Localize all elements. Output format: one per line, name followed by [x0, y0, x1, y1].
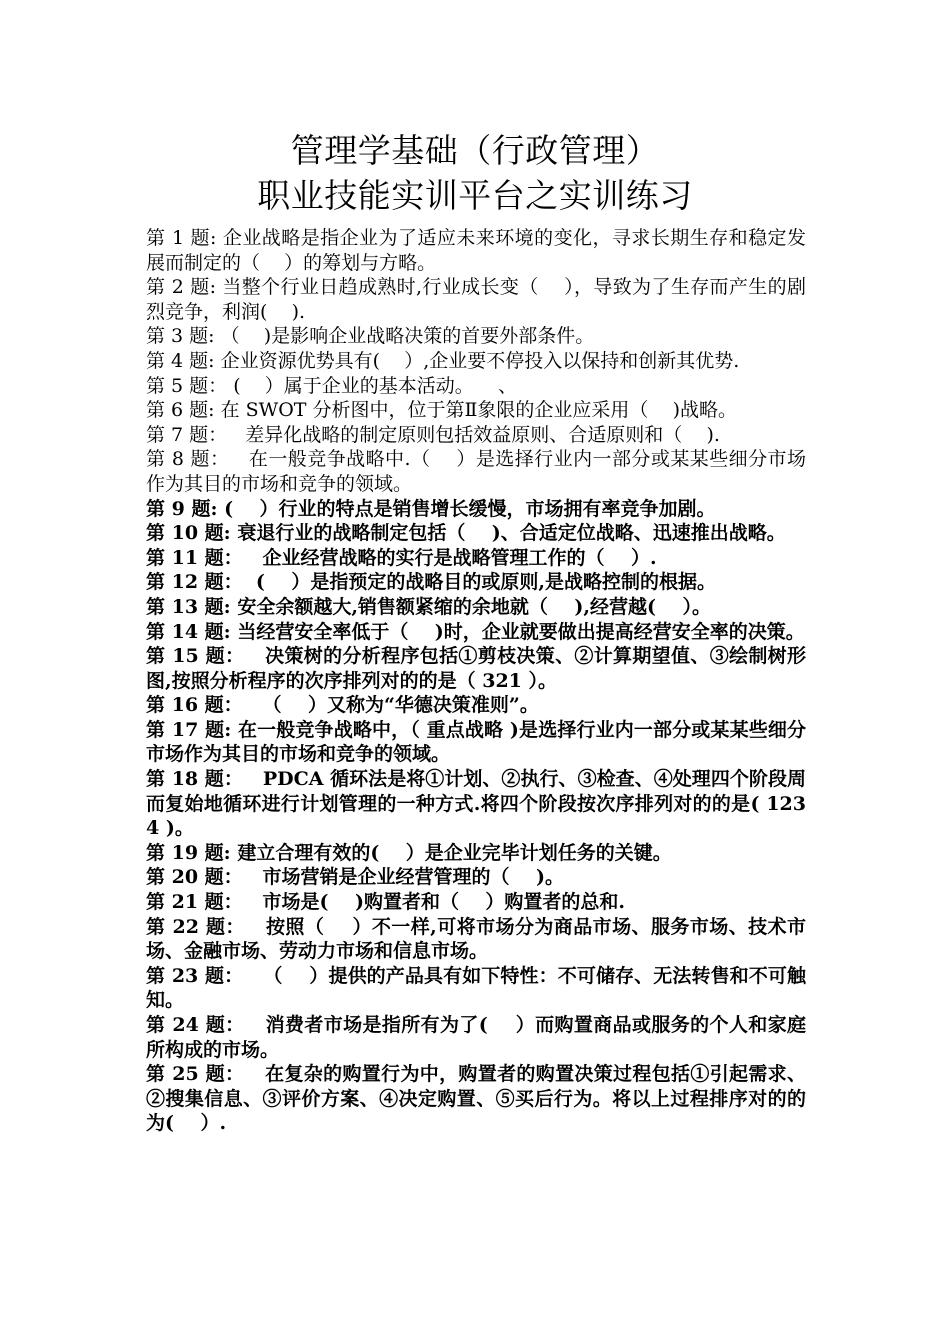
question-item	[146, 620, 806, 645]
question-label: 第 10 题:	[146, 522, 231, 545]
question-list	[146, 226, 806, 1136]
question-item	[146, 521, 806, 546]
question-label: 第 11 题：	[146, 546, 243, 569]
question-item	[146, 226, 806, 275]
question-text: （ )是影响企业战略决策的首要外部条件。	[220, 325, 595, 348]
question-label: 第 9 题:	[146, 497, 218, 520]
question-label: 第 7 题：	[146, 423, 228, 446]
question-text: 企业资源优势具有( ）,企业要不停投入以保持和创新其优势.	[220, 349, 740, 372]
question-text: 消费者市场是指所有为了( ）而购置商品或服务的个人和家庭所构成的市场。	[146, 1014, 807, 1061]
question-label: 第 21 题：	[146, 891, 243, 914]
question-label: 第 24 题：	[146, 1014, 245, 1036]
title-block	[0, 128, 950, 218]
question-label: 第 17 题:	[146, 718, 232, 741]
question-item	[146, 915, 806, 964]
question-item	[146, 447, 806, 496]
question-item	[146, 398, 806, 423]
question-item	[146, 767, 806, 841]
question-text: 在一般竞争战略中.（ ）是选择行业内一部分或某某些细分市场作为其目的市场和竞争的领域。	[146, 448, 807, 495]
question-label: 第 8 题：	[146, 448, 230, 471]
question-text: 建立合理有效的( ）是企业完毕计划任务的关键。	[237, 841, 672, 864]
question-label: 第 3 题:	[146, 325, 215, 348]
question-item	[146, 349, 806, 374]
question-item	[146, 374, 806, 399]
question-text: 市场是( )购置者和（ ）购置者的总和.	[249, 891, 626, 914]
question-label: 第 2 题:	[146, 276, 217, 299]
question-label: 第 15 题：	[146, 645, 245, 668]
question-item	[146, 718, 806, 767]
question-item	[146, 324, 806, 349]
question-item	[146, 1062, 806, 1136]
question-label: 第 20 题：	[146, 866, 243, 889]
question-item	[146, 570, 806, 595]
question-text: 安全余额越大,销售额紧缩的余地就（ ),经营越( ）。	[237, 595, 711, 618]
question-text: 决策树的分析程序包括①剪枝决策、②计算期望值、③绘制树形图,按照分析程序的次序排列对的的是（ 321 ）。	[146, 645, 806, 692]
question-item	[146, 890, 806, 915]
question-item	[146, 423, 806, 448]
question-item	[146, 497, 806, 522]
question-text: 衰退行业的战略制定包括（ )、合适定位战略、迅速推出战略。	[237, 522, 786, 545]
question-label: 第 18 题：	[146, 768, 243, 791]
question-label: 第 25 题：	[146, 1063, 245, 1086]
question-text: 企业经营战略的实行是战略管理工作的（ ）.	[249, 546, 657, 569]
document-subtitle: 职业技能实训平台之实训练习	[257, 176, 693, 215]
question-text: 市场营销是企业经营管理的（ )。	[249, 866, 564, 889]
question-label: 第 6 题:	[146, 399, 215, 422]
question-text: 在复杂的购置行为中，购置者的购置决策过程包括①引起需求、②搜集信息、③评价方案、④决定购置、⑤买后行为。将以上过程排序对的的为( ）.	[146, 1063, 806, 1135]
question-text: PDCA 循环法是将①计划、②执行、③检查、④处理四个阶段周而复始地循环进行计划管理的一种方式.将四个阶段按次序排列对的的是( 1234 )。	[146, 768, 806, 840]
question-label: 第 12 题：	[146, 571, 243, 594]
question-item	[146, 1013, 806, 1062]
question-text: ( ）属于企业的基本活动。 、	[233, 374, 517, 397]
question-text: 在 SWOT 分析图中，位于第Ⅱ象限的企业应采用（ )战略。	[220, 399, 737, 422]
question-text: ( ）行业的特点是销售增长缓慢，市场拥有率竞争加剧。	[224, 497, 716, 520]
question-label: 第 16 题：	[146, 694, 243, 717]
question-label: 第 4 题:	[146, 349, 215, 372]
question-label: 第 23 题：	[146, 964, 244, 987]
question-label: 第 1 题:	[146, 227, 217, 249]
question-label: 第 14 题:	[146, 620, 231, 643]
question-text: （ ）提供的产品具有如下特性：不可储存、无法转售和不可触知。	[146, 964, 806, 1012]
question-label: 第 22 题：	[146, 915, 245, 938]
question-text: 差异化战略的制定原则包括效益原则、合适原则和（ ).	[233, 423, 720, 446]
question-item	[146, 595, 806, 620]
question-text: ( ）是指预定的战略目的或原则,是战略控制的根据。	[249, 571, 716, 594]
question-item	[146, 841, 806, 866]
question-item	[146, 275, 806, 324]
question-item	[146, 546, 806, 571]
question-text: 当整个行业日趋成熟时,行业成长变（ ），导致为了生存而产生的剧烈竞争，利润( ).	[146, 276, 806, 323]
question-label: 第 5 题：	[146, 374, 228, 397]
question-text: 在一般竞争战略中，（ 重点战略 )是选择行业内一部分或某某些细分市场作为其目的市场和竞争的领域。	[146, 718, 806, 766]
question-label: 第 13 题:	[146, 595, 231, 618]
question-item	[146, 964, 806, 1013]
question-label: 第 19 题:	[146, 841, 231, 864]
question-item	[146, 693, 806, 718]
question-text: 企业战略是指企业为了适应未来环境的变化，寻求长期生存和稳定发展而制定的（ ）的筹划与方略。	[146, 227, 806, 274]
question-item	[146, 865, 806, 890]
question-text: （ ）又称为“华德决策准则”。	[249, 694, 539, 717]
question-item	[146, 644, 806, 693]
document-title: 管理学基础（行政管理）	[290, 131, 660, 170]
question-text: 按照（ ）不一样,可将市场分为商品市场、服务市场、技术市场、金融市场、劳动力市场和信息市场。	[146, 915, 806, 963]
question-text: 当经营安全率低于（ )时，企业就要做出提高经营安全率的决策。	[237, 620, 805, 643]
